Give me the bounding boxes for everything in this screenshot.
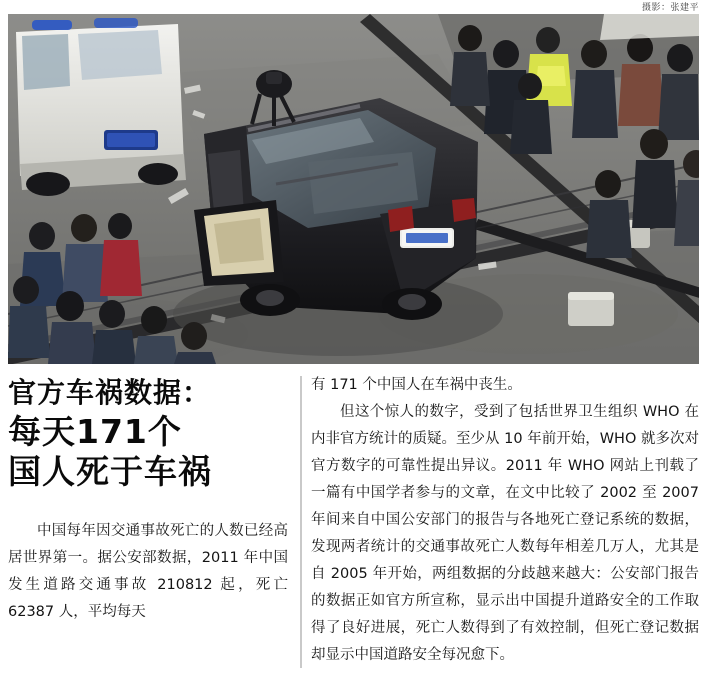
headline-line-2: 每天171个 <box>8 412 182 451</box>
page-title <box>8 376 294 492</box>
photo-credit: 摄影：张建平 <box>641 2 699 12</box>
right-column <box>311 372 699 672</box>
photo-illustration <box>8 14 699 364</box>
headline-line-3: 国人死于车祸 <box>8 452 212 491</box>
body-paragraph-2: 但这个惊人的数字，受到了包括世界卫生组织 WHO 在内非官方统计的质疑。至少从 10 年前开始，WHO 就多次对官方数字的可靠性提出异议。2011 年 WHO 网站上刊载了一篇有中国学者参与的文章，在文中比较了 2002 至 2007 年间来自中国公安部门的报告与各地死亡登记系统的数据，发现两者统计的交通事故死亡人数每年相差几万人，尤其是自 2005 年开始，两组数据的分歧越来越大：公安部门报告的数据正如官方所宣称，显示出中国提升道路安全的工作取得了良好进展，死亡人数得到了有效控制，但死亡登记数据却显示中国道路安全每况愈下。 <box>311 404 699 663</box>
column-divider <box>300 376 302 668</box>
article-body <box>8 372 699 672</box>
lead-paragraph: 中国每年因交通事故死亡的人数已经高居世界第一。据公安部数据，2011 年中国发生道路交通事故 210812 起，死亡 62387 人，平均每天 <box>8 523 288 620</box>
headline-line-1: 官方车祸数据： <box>8 376 212 409</box>
traffic-accident-photo <box>8 14 699 364</box>
body-paragraph-1: 有 171 个中国人在车祸中丧生。 <box>311 377 522 393</box>
left-column <box>8 372 294 672</box>
